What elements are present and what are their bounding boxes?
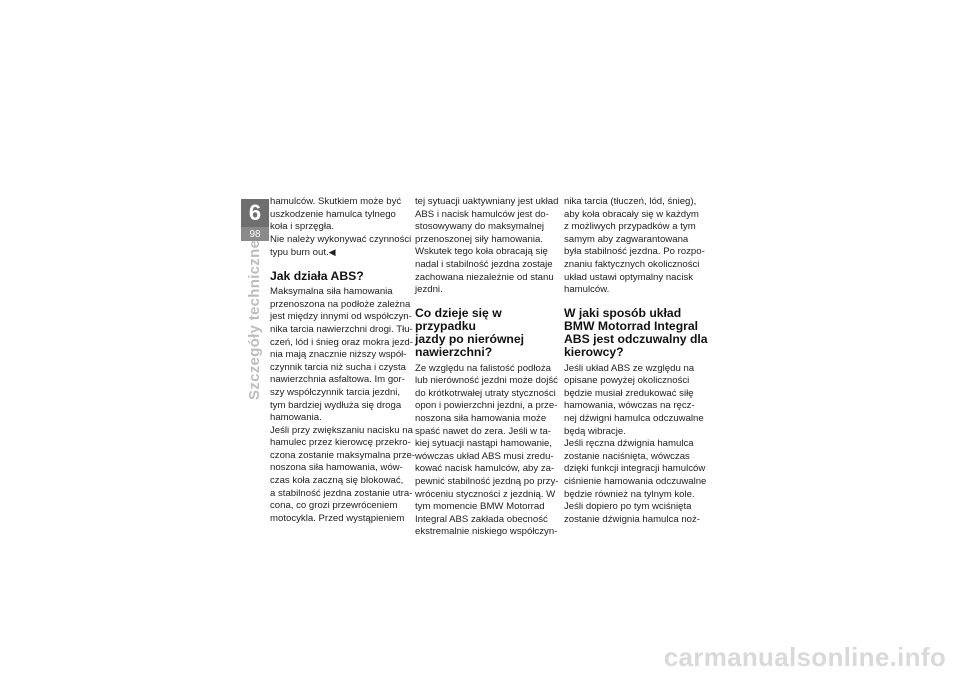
- paragraph: Jeśli układ ABS ze względu na opisane powyżej okoliczności będzie musiał zredukować siłę hamowania, wówczas na ręcz- nej dźwigni hamulca odczuwalne będą wibracje. Jeśli ręczna dźwignia hamulca zostanie naciśnięta, wówczas dzięki funkcji integracji hamulców ciśnienie hamowania odczuwalne będzie również na tylnym kole. Jeśli dopiero po tym wciśnięta zostanie dźwignia hamulca noż-: [564, 362, 707, 525]
- section-heading: Jak działa ABS?: [270, 268, 364, 283]
- paragraph: tej sytuacji uaktywniany jest układ ABS i nacisk hamulców jest do- stosowywany do maksymalnej przenoszonej siły hamowania. Wskutek tego koła obracają się nadal i stabilność jezdna zostaje zachowana niezależnie od stanu jezdni.: [415, 196, 559, 296]
- paragraph-text: hamulców. Skutkiem może być uszkodzenie hamulca tylnego koła i sprzęgła. Nie należy wykonywać czynności typu burn out.: [270, 196, 412, 259]
- chapter-side-title: Szczegóły techniczne: [246, 239, 263, 400]
- paragraph: [270, 196, 418, 260]
- text-column-3: [564, 196, 712, 526]
- site-watermark: carmanualsonline.info: [663, 642, 946, 672]
- paragraph: nika tarcia (tłuczeń, lód, śnieg), aby koła obracały się w każdym z możliwych przypadków a tym samym aby zagwarantowana była stabilność jezdna. Po rozpo- znaniu faktycznych okoliczności układ ustawi optymalny nacisk hamulców.: [564, 196, 705, 296]
- chapter-number-badge: 6: [241, 199, 269, 227]
- paragraph: Maksymalna siła hamowania przenoszona na podłoże zależna jest między innymi od współczyn- nika tarcia nawierzchni drogi. Tłu- czeń, lód i śnieg oraz mokra jezd- nia mają znacznie niższy współ- czynnik tarcia niż sucha i czysta nawierzchnia asfaltowa. Im gor- szy współczynnik tarcia jezdni, tym bardziej wydłuża się droga hamowania. Jeśli przy zwiększaniu nacisku na hamulec przez kierowcę przekro- czona zostanie maksymalna prze- noszona siła hamowania, wów- czas koła zaczną się blokować, a stabilność jezdna zostanie utra- cona, co grozi przewróceniem motocykla. Przed wystąpieniem: [270, 286, 416, 524]
- paragraph: Ze względu na falistość podłoża lub nierówność jezdni może dojść do krótkotrwałej utraty styczności opon i powierzchni jezdni, a prze- noszona siła hamowania może spaść nawet do zera. Jeśli w ta- kiej sytuacji nastąpi hamowanie, wówczas układ ABS musi zredu- kować nacisk hamulców, aby za- pewnić stabilność jezdną po przy- wróceniu styczności z jezdnią. W tym momencie BMW Motorrad Integral ABS zakłada obecność ekstremalnie niskiego współczyn-: [415, 362, 559, 538]
- section-heading: Co dzieje się w przypadku jazdy po nierównej nawierzchni?: [415, 305, 525, 360]
- page-number: 98: [241, 227, 269, 241]
- text-column-2: [415, 196, 563, 539]
- section-heading: W jaki sposób układ BMW Motorrad Integral ABS jest odczuwalny dla kierowcy?: [564, 305, 708, 360]
- text-column-1: [270, 196, 418, 525]
- end-mark-icon: ◀: [328, 247, 336, 258]
